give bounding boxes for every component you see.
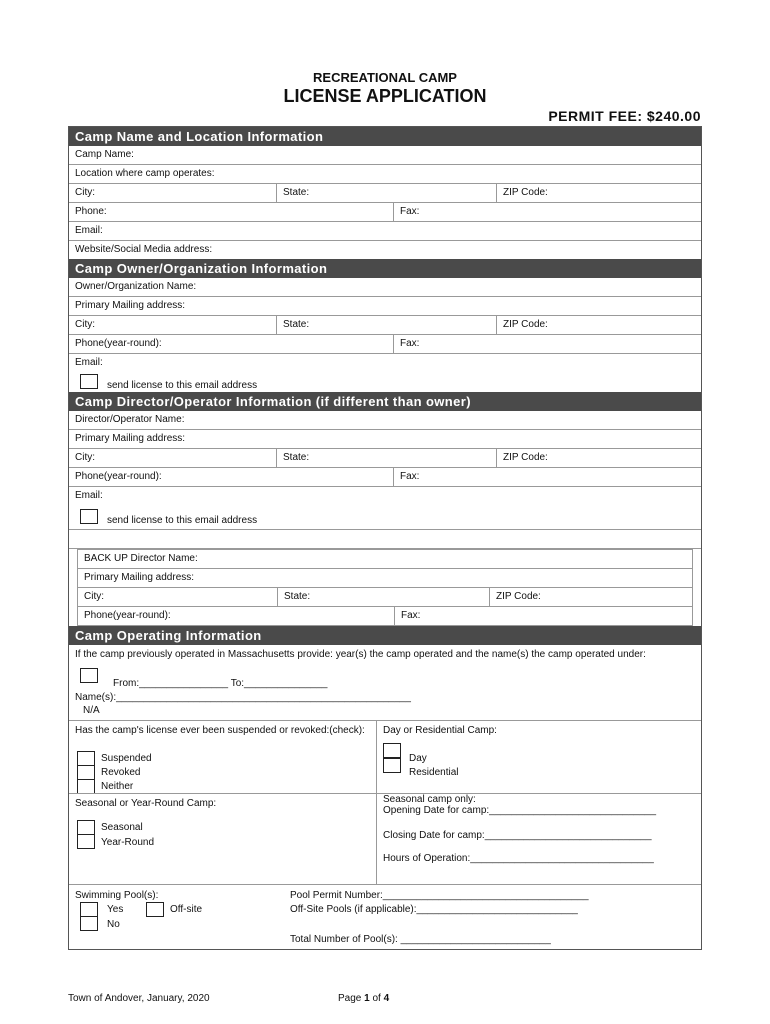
previous-operation-block: [69, 645, 701, 720]
pool-offsite-label: Off-site: [170, 904, 203, 915]
suspended-checkbox[interactable]: [77, 751, 95, 766]
director-address-row: [69, 448, 701, 467]
director-name-row[interactable]: [69, 411, 701, 429]
director-send-license-label: send license to this email address: [107, 515, 258, 526]
revoked-label: Revoked: [101, 767, 141, 778]
prev-operated-question: If the camp previously operated in Massachusetts provide: year(s) the camp operated and the name(s) the camp operated under:: [75, 649, 646, 660]
director-mailing-row[interactable]: [69, 429, 701, 448]
camp-website-label: Website/Social Media address:: [75, 244, 213, 255]
camp-fax-field[interactable]: Fax:: [393, 203, 701, 221]
director-state-field[interactable]: State:: [276, 449, 496, 467]
suspended-block: [69, 721, 376, 793]
camp-location-row[interactable]: [69, 164, 701, 183]
director-name-label: Director/Operator Name:: [75, 414, 185, 425]
camp-state-field[interactable]: State:: [276, 184, 496, 202]
pool-offsite-checkbox[interactable]: [146, 902, 164, 917]
revoked-checkbox[interactable]: [77, 765, 95, 780]
residential-checkbox[interactable]: [383, 758, 401, 773]
backup-director-inset: [77, 549, 693, 626]
footer-page: [338, 993, 389, 1004]
spacer-row: [69, 529, 701, 548]
backup-mailing-row[interactable]: [78, 568, 692, 587]
camp-email-label: Email:: [75, 225, 103, 236]
director-phone-field[interactable]: Phone(year-round):: [75, 471, 162, 482]
owner-mailing-row[interactable]: [69, 296, 701, 315]
owner-fax-field[interactable]: Fax:: [393, 335, 701, 353]
seasonal-only-label: Seasonal camp only:: [383, 794, 476, 805]
owner-name-label: Owner/Organization Name:: [75, 281, 197, 292]
status-type-grid: [69, 720, 701, 884]
backup-fax-field[interactable]: Fax:: [394, 607, 692, 625]
owner-zip-field[interactable]: ZIP Code:: [496, 316, 701, 334]
owner-phone-row: [69, 334, 701, 353]
director-mailing-label: Primary Mailing address:: [75, 433, 186, 444]
total-pools-field[interactable]: Total Number of Pool(s): ___________________________: [290, 934, 551, 945]
pool-permit-field[interactable]: Pool Permit Number:_____________________________________: [290, 890, 589, 901]
seasonal-dates-block: [377, 793, 701, 884]
year-round-label: Year-Round: [101, 837, 155, 848]
title-line2: LICENSE APPLICATION: [283, 86, 487, 106]
neither-label: Neither: [101, 781, 134, 792]
closing-date-field[interactable]: Closing Date for camp:______________________________: [383, 830, 652, 841]
residential-label: Residential: [409, 767, 459, 778]
backup-phone-field[interactable]: Phone(year-round):: [84, 610, 171, 621]
opening-date-field[interactable]: Opening Date for camp:______________________________: [383, 805, 657, 816]
owner-phone-field[interactable]: Phone(year-round):: [75, 338, 162, 349]
backup-director-block: [69, 548, 701, 626]
director-fax-field[interactable]: Fax:: [393, 468, 701, 486]
director-phone-row: [69, 467, 701, 486]
na-label: N/A: [83, 705, 100, 716]
backup-name-row[interactable]: [78, 550, 692, 568]
left-column: [69, 721, 377, 884]
neither-checkbox[interactable]: [77, 779, 95, 794]
permit-fee: PERMIT FEE: $240.00: [548, 108, 701, 124]
day-residential-block: [377, 721, 701, 793]
hours-field[interactable]: Hours of Operation:_________________________________: [383, 853, 654, 864]
camp-location-label: Location where camp operates:: [75, 168, 215, 179]
application-form: [68, 126, 702, 950]
seasonal-checkbox[interactable]: [77, 820, 95, 835]
year-round-checkbox[interactable]: [77, 834, 95, 849]
pool-no-checkbox[interactable]: [80, 916, 98, 931]
title-line1: RECREATIONAL CAMP: [313, 70, 457, 85]
prev-operated-checkbox[interactable]: [80, 668, 98, 683]
camp-zip-field[interactable]: ZIP Code:: [496, 184, 701, 202]
page-number: 1: [364, 993, 370, 1004]
owner-state-field[interactable]: State:: [276, 316, 496, 334]
owner-send-license-label: send license to this email address: [107, 380, 258, 391]
owner-email-label: Email:: [75, 357, 103, 368]
operating-section-heading: Camp Operating Information: [69, 626, 701, 645]
backup-zip-field[interactable]: ZIP Code:: [489, 588, 692, 606]
names-field[interactable]: Name(s):_____________________________________________________: [75, 692, 411, 703]
suspended-label: Suspended: [101, 753, 152, 764]
seasonal-question: Seasonal or Year-Round Camp:: [75, 798, 217, 809]
camp-phone-row: [69, 202, 701, 221]
seasonal-block: [69, 793, 376, 884]
backup-state-field[interactable]: State:: [277, 588, 489, 606]
backup-address-row: [78, 587, 692, 606]
camp-phone-field[interactable]: Phone:: [75, 206, 107, 217]
camp-website-row[interactable]: [69, 240, 701, 259]
camp-email-row[interactable]: [69, 221, 701, 240]
camp-name-label: Camp Name:: [75, 149, 134, 160]
page-prefix: Page: [338, 993, 365, 1004]
camp-address-row: [69, 183, 701, 202]
director-city-field[interactable]: City:: [75, 452, 95, 463]
page-total: 4: [383, 993, 390, 1004]
right-column: [377, 721, 701, 884]
owner-address-row: [69, 315, 701, 334]
director-zip-field[interactable]: ZIP Code:: [496, 449, 701, 467]
camp-city-field[interactable]: City:: [75, 187, 95, 198]
pool-yes-checkbox[interactable]: [80, 902, 98, 917]
backup-name-label: BACK UP Director Name:: [84, 553, 198, 564]
from-to-field[interactable]: From:________________ To:_______________: [113, 678, 328, 689]
director-section-heading: Camp Director/Operator Information (if different than owner): [69, 392, 701, 411]
owner-email-block[interactable]: [69, 353, 701, 392]
pool-no-label: No: [107, 919, 120, 930]
suspended-question: Has the camp's license ever been suspended or revoked:(check):: [75, 725, 365, 736]
owner-city-field[interactable]: City:: [75, 319, 95, 330]
owner-section-heading: Camp Owner/Organization Information: [69, 259, 701, 278]
pools-question: Swimming Pool(s):: [75, 890, 159, 901]
backup-city-field[interactable]: City:: [84, 591, 104, 602]
pools-block: [69, 884, 701, 949]
seasonal-label: Seasonal: [101, 822, 143, 833]
camp-section-heading: Camp Name and Location Information: [69, 127, 701, 146]
footer-town: Town of Andover, January, 2020: [68, 993, 210, 1004]
day-checkbox[interactable]: [383, 743, 401, 758]
pool-yes-label: Yes: [107, 904, 124, 915]
director-email-block[interactable]: [69, 486, 701, 529]
backup-phone-row: [78, 606, 692, 625]
director-send-license-checkbox[interactable]: [80, 509, 98, 524]
day-residential-question: Day or Residential Camp:: [383, 725, 497, 736]
owner-name-row[interactable]: [69, 278, 701, 296]
director-email-label: Email:: [75, 490, 103, 501]
day-label: Day: [409, 753, 427, 764]
owner-mailing-label: Primary Mailing address:: [75, 300, 186, 311]
owner-send-license-checkbox[interactable]: [80, 374, 98, 389]
page-of: of: [369, 993, 384, 1004]
backup-mailing-label: Primary Mailing address:: [84, 572, 195, 583]
offsite-pools-field[interactable]: Off-Site Pools (if applicable):_____________________________: [290, 904, 578, 915]
camp-name-row[interactable]: [69, 146, 701, 164]
